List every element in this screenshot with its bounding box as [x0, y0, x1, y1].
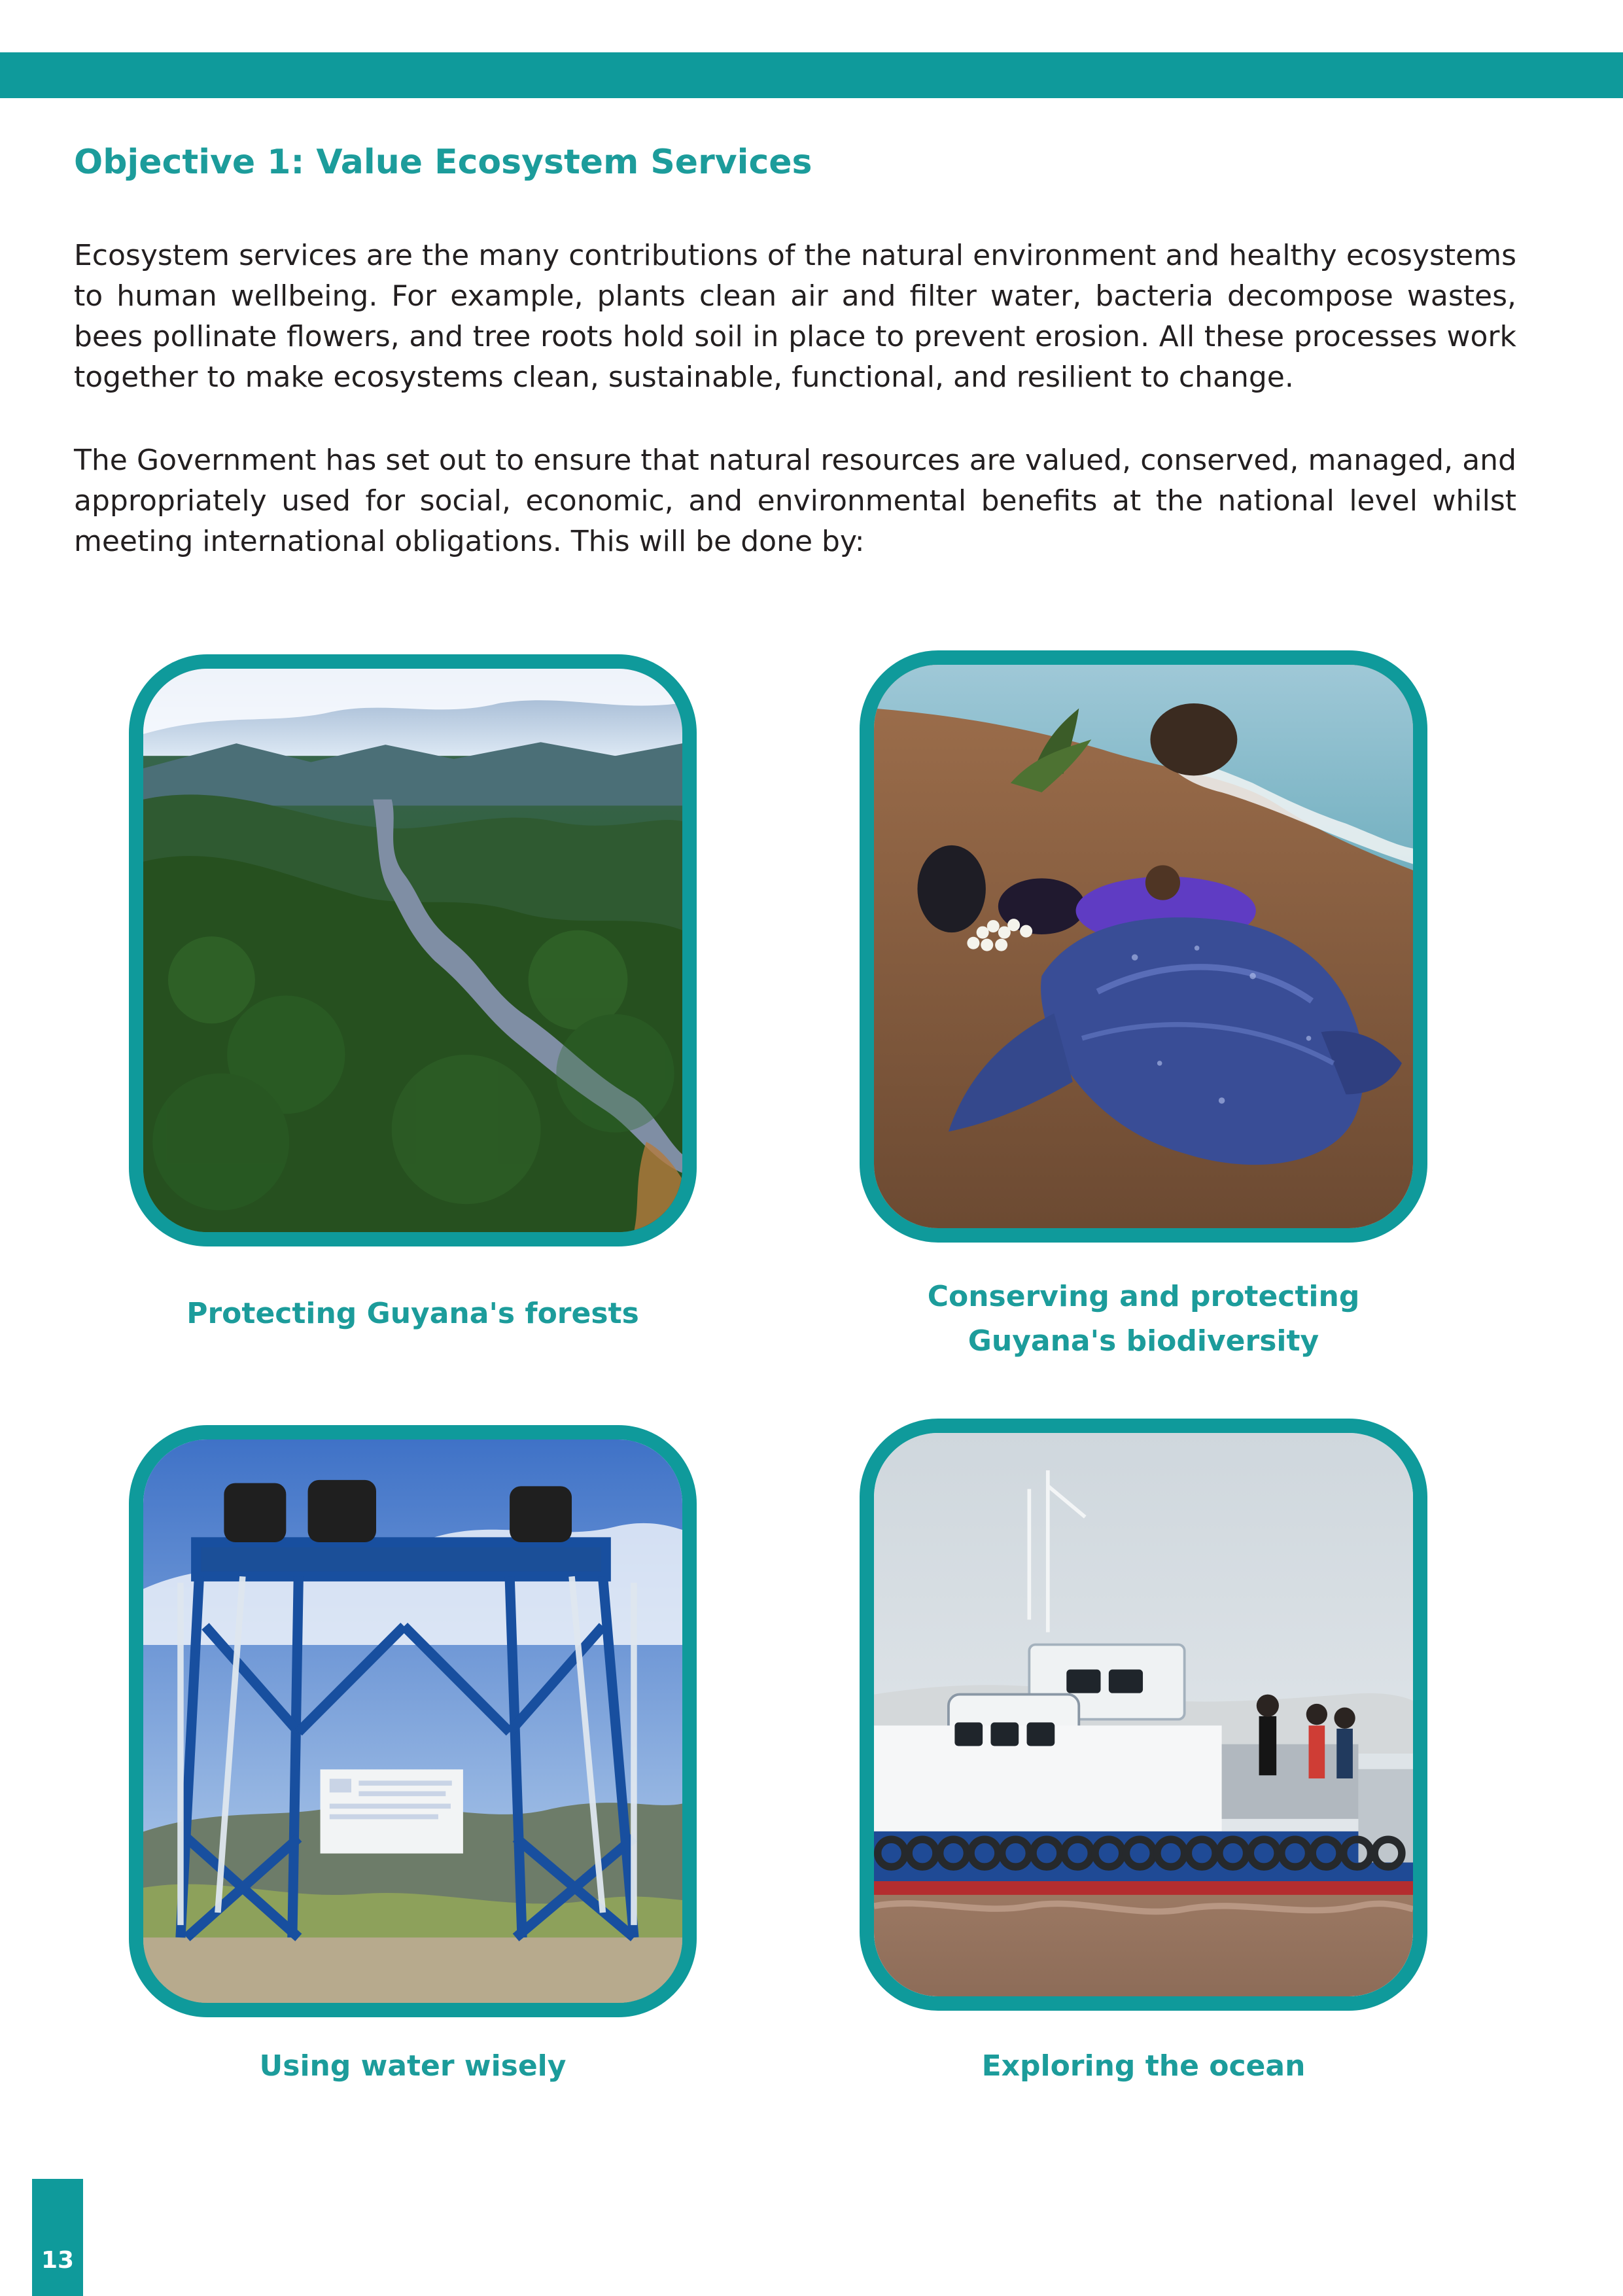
biodiversity-caption	[860, 1275, 1427, 1364]
ocean-caption: Exploring the ocean	[981, 2049, 1306, 2083]
page-heading: Objective 1: Value Ecosystem Services	[74, 143, 812, 182]
forest-illustration	[143, 669, 682, 1232]
page-number-text: 13	[41, 2247, 75, 2274]
water-tower-illustration	[143, 1439, 682, 2003]
biodiversity-caption-line-1: Conserving and protecting	[927, 1280, 1360, 1313]
water-caption: Using water wisely	[259, 2049, 567, 2083]
water-tower-photo	[129, 1425, 697, 2017]
biodiversity-caption-line-2: Guyana's biodiversity	[968, 1324, 1319, 1358]
government-paragraph: The Government has set out to ensure that natural resources are valued, conserved, managed, and appropriately used for social, economic, and environmental benefits at the national level whilst meeting international obligations. This will be done by:	[74, 444, 1516, 558]
boat-illustration	[874, 1433, 1413, 1996]
forest-caption: Protecting Guyana's forests	[186, 1297, 639, 1330]
intro-paragraph: Ecosystem services are the many contributions of the natural environment and healthy ecosystems to human wellbeing. For example, plants clean air and filter water, bacteria decompose wastes, bees pollinate flowers, and tree roots hold soil in place to prevent erosion. All these processes work together to make ecosystems clean, sustainable, functional, and resilient to change.	[74, 239, 1516, 394]
turtle-photo	[860, 650, 1427, 1243]
page-number	[32, 2179, 83, 2296]
top-teal-band	[0, 52, 1623, 98]
boat-photo	[860, 1419, 1427, 2011]
turtle-illustration	[874, 665, 1413, 1228]
forest-photo	[129, 654, 697, 1246]
